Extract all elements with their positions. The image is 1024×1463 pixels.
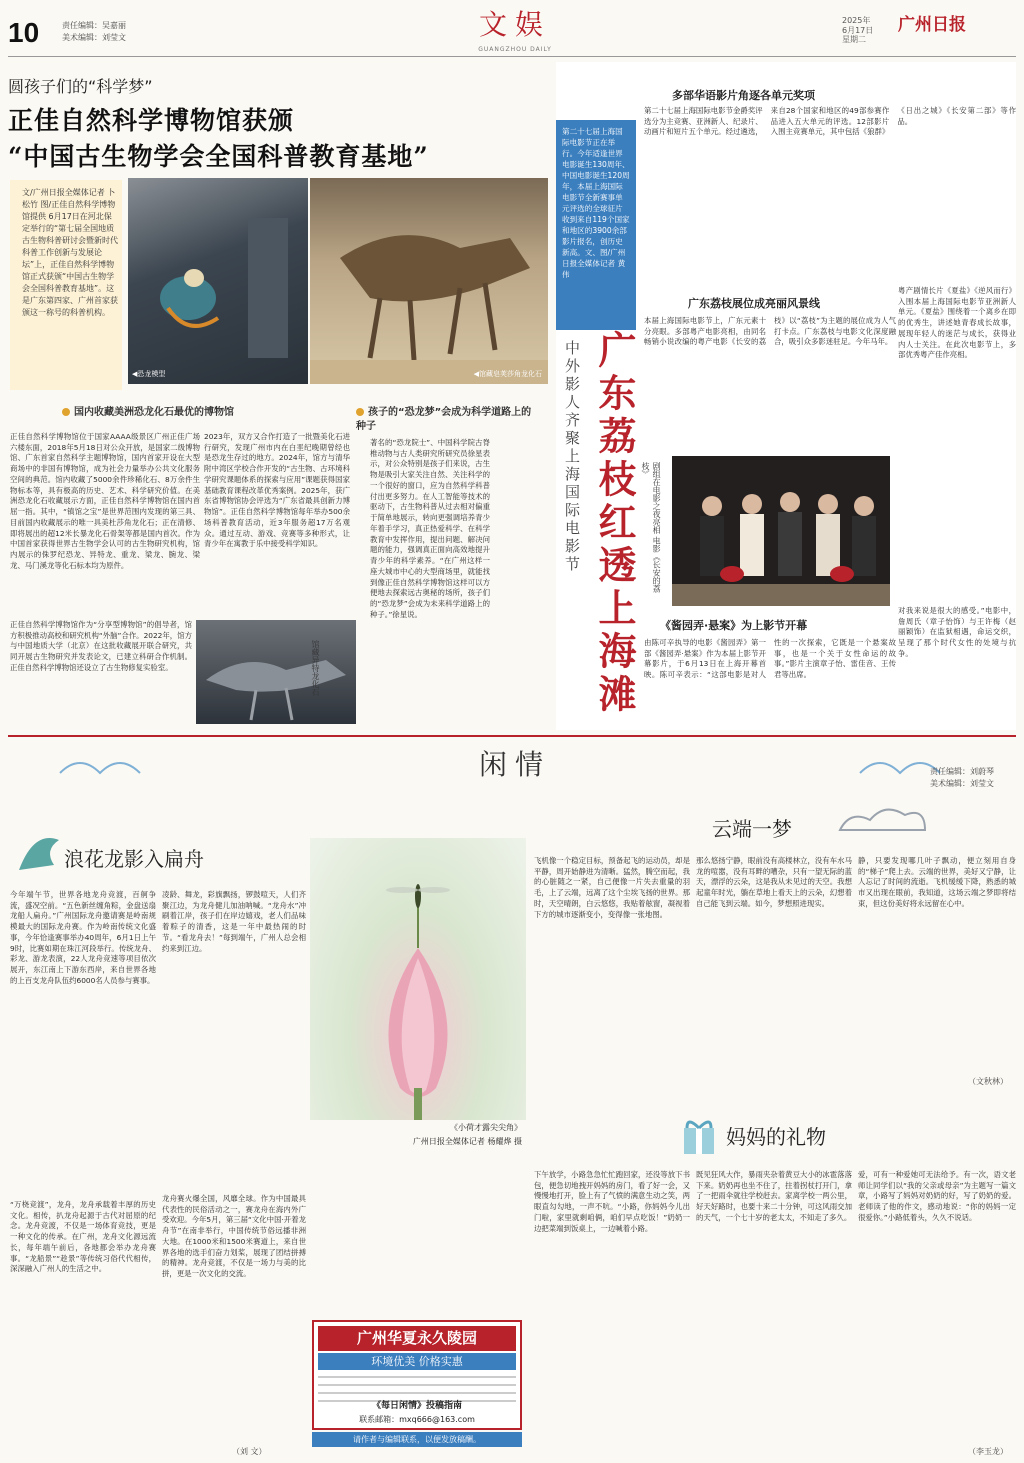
feature-lead: 文/广州日报全媒体记者 卜松竹 图/正佳自然科学博物馆提供 6月17日在河北保定举行的“第七届全国地质古生物科普研讨会暨新时代科普工作创新与发展论坛”上，正佳自然科学博物馆正式获颁“中国古生物学会全国科普教育基地”。这是广东第四家、广州首家获颁这一称号的科普机构。	[10, 180, 122, 390]
mom-byline: （李玉龙）	[968, 1447, 1008, 1456]
notice-email: 联系邮箱：mxq666@163.com	[359, 1415, 475, 1424]
section-subtitle: GUANGZHOU DAILY	[478, 46, 552, 53]
subhead-text: 国内收藏美洲恐龙化石最优的博物馆	[74, 407, 234, 418]
dinosaur-model-photo	[128, 178, 308, 384]
masthead	[0, 0, 1024, 60]
dinosaur-model-illustration	[128, 178, 308, 384]
cloud-article-title: 云端一梦	[712, 817, 792, 841]
feature-body-col3: 著名的“恐龙院士”、中国科学院古脊椎动物与古人类研究所研究员徐星表示，对公众特别是孩子们来说，古生物是吸引大家关注自然、关注科学的一个很好的窗口，应为自然科学科普付出更多努力。在人工智能等技术的驱动下，古生物科普从过去相对偏重于简单地展示，转向更强调培养青少年着手学习，真正热爱科学、在科学教育中发挥作用，提出问题、解决问题的能力，强调真正面向高效地提升青少年的科学素养。“在广州这样一座大城市中心的大型商场里，就能找到像正佳自然科学博物馆这样可以方便地去探索远古奥秘的场所，孩子们的“恐龙梦”会成为未来科学道路上的种子。”徐星说。	[370, 438, 490, 619]
feature-kicker: 圆孩子们的“科学梦”	[8, 77, 153, 96]
bullet-icon	[356, 408, 364, 416]
lotus-dragonfly-photo	[310, 838, 526, 1120]
cloud-byline: （文秋林）	[968, 1077, 1008, 1086]
wave-body-4: 龙舟赛火爆全国，风靡全球。作为中国最具代表性的民俗活动之一，赛龙舟在海内外广受欢迎。今年5月，第三届“文化中国·开着龙舟节”在南非举行，中国传统节俗远播非洲大地。在1000米和1500米赛道上，来自世界各地的选手们奋力划桨，展现了团结拼搏的精神。龙舟竞渡，不仅是一场力与美的比拼，更是一次文化的交流。	[162, 1194, 306, 1279]
photo-caption-fossil: ◀馆藏皂荚莎角龙化石	[473, 370, 542, 379]
festival-text-1: 第二十七届上海国际电影节金爵奖评选分为主竞赛、亚洲新人、纪录片、动画片和短片五个单元。经过遴选，来自28个国家和地区的49部参赛作品进入五大单元的评选。12部影片入围主竞赛单元，其中包括《狼群》《日出之城》《长安第二部》等作品。	[644, 106, 1016, 137]
leisure-editor: 责任编辑：刘蔚琴	[930, 767, 994, 776]
ad-title: 广州华夏永久陵园	[318, 1326, 516, 1351]
lotus-caption-title: 《小荷才露尖尖角》	[450, 1123, 522, 1132]
date-weekday: 星期二	[842, 35, 866, 45]
festival-intro-box: 第二十七届上海国际电影节正在举行。今年适逢世界电影诞生130周年、中国电影诞生120周年，本届上海国际电影节全新赛事单元评选的全球征片收到来自119个国家和地区的3900余部影片报名，创历史新高。文、图/广州日报全媒体记者 黄伟	[556, 120, 636, 330]
mom-body-1: 下午放学，小路急急忙忙跑回家，还没等放下书包，便急切地拽开妈妈的房门，看了好一会，又慢慢地打开，脸上有了气愤的满意生动之笑，两眼直勾勾地，一声不吭。“小路，你妈妈今儿出门啦，家里就剩咱俩，咱们早点吃饭！”奶奶一边把菜端到饭桌上，一边喊着小路。	[534, 1170, 690, 1233]
mom-body-3: 爱，可有一种爱她可无法给予。有一次，语文老师让同学们以“我的父亲或母亲”为主题写一篇文章，小路写了妈妈对奶奶的好，写了奶奶的爱。老师读了他的作文，感动地说：“你的妈妈一定很爱你。”小路低着头，久久不说话。	[858, 1170, 1016, 1222]
cloud-body-3: 静，只要发现哪几叶子飘动，便立刻用自身的“梯子”爬上去。云端的世界，美好又宁静，让人忘记了时间的流逝。飞机缓缓下降，熟悉的城市又出现在眼前，我知道，这场云端之梦即将结束，但这份美好将永远留在心中。	[858, 856, 1016, 908]
feature-headline-line1: 正佳自然科学博物馆获颁	[8, 106, 295, 135]
festival-photo-caption: 剧组在电影之夜亮相 电影《长安的荔枝》	[641, 462, 662, 593]
issue-date	[842, 16, 873, 45]
feature-subhead-2	[356, 406, 536, 434]
date-day: 6月17日	[842, 25, 874, 35]
lotus-caption-credit: 广州日报全媒体记者 杨耀烨 摄	[412, 1137, 522, 1146]
allosaurus-fossil-photo	[196, 620, 356, 724]
skeleton-illustration	[196, 620, 356, 724]
masthead-rule	[8, 56, 1016, 57]
feature-headline-line2: “中国古生物学会全国科普教育基地”	[8, 142, 429, 171]
subhead-text: 孩子的“恐龙梦”会成为科学道路上的种子	[356, 407, 532, 432]
fossil-skeleton-illustration	[310, 178, 548, 384]
mom-body-2: 既见狂风大作，暴雨夹杂着黄豆大小的冰雹落落下来。奶奶再也坐不住了，拄着拐杖打开门，拿了一把雨伞就往学校赶去。家离学校一两公里，好天好路时，也要十来二十分钟，可这风雨交加的天气，一个七十岁的老太太，不知走了多久。	[696, 1170, 852, 1222]
leisure-section-title: 闲情	[478, 748, 551, 781]
notice-footer: 请作者与编辑联系，以便发放稿酬。	[312, 1432, 522, 1447]
wave-body-2: “万桡竞渡”，龙舟，龙舟承载着丰厚的历史文化。相传，扒龙舟起源于古代对屈原的纪念。龙舟竞渡，不仅是一场体育竞技，更是一种文化的传承。在广州，龙舟文化源远流长，每年端午前后，各地都会举办龙舟赛事。“龙船景”“趁景”等传统习俗代代相传，深深融入广州人的生活之中。	[10, 1200, 156, 1274]
festival-subtitle-vertical: 中外影人齐聚上海国际电影节	[563, 340, 581, 574]
festival-text-4: 由陈可辛执导的电影《酱园弄》第一部《酱园弄·悬案》作为本届上影节开幕影片，于6月13日在上海开幕首映。陈可辛表示：“这部电影是对人性的一次探索，它既是一个悬案故事，也是一个关于女性命运的故事。”影片主演章子怡、雷佳音、王传君等出席。	[644, 638, 896, 680]
triceratops-fossil-photo	[310, 178, 548, 384]
mom-article-title: 妈妈的礼物	[726, 1125, 826, 1149]
wave-body-1: 今年端午节，世界各地龙舟竞渡，百舸争流，盛况空前。“五色新丝缠角粽，金盘送扇龙船人扁舟。”广州国际龙舟邀请赛是岭南规模最大的国际龙舟赛。作为岭南传统文化盛事，今年恰逢赛事举办40周年，6月1日上午9时，比赛如期在珠江河段举行。传统龙舟、彩龙、游龙表演，22人龙舟竞速等项目依次展开，东江南上下游东西岸，来自世界各地的上百支龙舟队伍约6000名人员参与赛事。	[10, 890, 156, 985]
lotus-bud-illustration	[310, 838, 526, 1120]
page-number: 10	[8, 17, 40, 48]
cloud-body-1: 飞机像一个稳定目标，预备起飞的运动员，却是平静，周开始静进为清晰。猛然，腾空而起，我的心脏随之一紧，自己便像一片失去重量的羽毛，上了云端，远离了这个尘埃飞扬的世界。那时，天空晴朗，白云悠悠，我贴着舷窗，凝视着下方的城市逐渐变小，变得像一张地图。	[534, 856, 690, 919]
cloud-icon	[830, 800, 930, 840]
festival-head-3: 《酱园弄·悬案》为上影节开幕	[660, 619, 808, 632]
art-editor-credit: 美术编辑：刘莹文	[62, 33, 126, 42]
date-year: 2025年	[842, 16, 871, 25]
photo-caption-model: ◀恐龙模型	[132, 370, 166, 379]
festival-crew-photo	[672, 456, 890, 606]
festival-head-1: 多部华语影片角逐各单元奖项	[672, 89, 815, 102]
wave-icon	[14, 820, 64, 880]
wave-article-title: 浪花龙影入扁舟	[64, 847, 204, 871]
feature-subhead-1	[62, 406, 234, 420]
newspaper-logo: 广州日报	[898, 15, 966, 35]
wave-byline: （刘 文）	[232, 1447, 267, 1456]
feature-body-col2: 2023年，双方又合作打造了一批暨美化石进行研究，发现广州市内在白垩纪晚期曾经也是恐龙生存过的地方。2024年，馆方与清华附中湾区学校合作开发的“古生物、古环境科学研究课题体系的探索与应用”课题获得国家基础教育课程改革优秀案例。2025年，获广东省博物馆协会评选为“广东省最具创新力博物馆”。正佳自然科学博物馆每年举办500余场科普教育活动，近3年服务超17万名观众。通过互动、游戏、竞赛等多种形式，让青少年在寓教于乐中接受科学知识。	[204, 432, 350, 549]
ad-slogan: 环境优美 价格实惠	[318, 1353, 516, 1370]
festival-headline-vertical: 广东荔枝红透上海滩	[592, 330, 637, 717]
wave-body-3: 凌龄、舞龙，彩旗飘扬，锣鼓喧天，人们齐聚江边，为龙舟健儿加油呐喊。“龙舟水”冲刷着江岸，孩子们在岸边嬉戏，老人们品味着粽子的清香，这是一年中最热闹的时节。“看龙舟去！”每到端午，广州人总会相约来到江边。	[162, 890, 306, 953]
notice-title: 《每日闲情》投稿指南	[371, 1401, 462, 1411]
bullet-icon	[62, 408, 70, 416]
leisure-art-editor: 美术编辑：刘莹文	[930, 779, 994, 788]
gift-icon	[676, 1112, 722, 1158]
cloud-body-2: 那么悠扬宁静，眼前没有高楼林立，没有车水马龙的喧嚣，没有耳畔的嘈杂，只有一望无际的蓝天，漂浮的云朵，这是我从未见过的天空。我想起童年时光，躺在草地上看天上的云朵，幻想着自己能飞到云端。如今，梦想照进现实。	[696, 856, 852, 908]
section-title: 文娱	[478, 8, 551, 41]
crew-illustration	[672, 456, 890, 606]
editor-credit: 责任编辑：吴嘉丽	[62, 21, 126, 30]
festival-text-3: 粤产剧情长片《夏盐》《逆风而行》入围本届上海国际电影节亚洲新人单元。《夏盐》围绕着一个离乡在即的优秀生，讲述她青春成长故事，展现年轻人的迷茫与成长，获得业内人士关注。在此次电影节上，多部优秀粤产佳作亮相。	[898, 286, 1016, 360]
photo-caption-allosaurus: 馆藏异特龙化石	[311, 640, 321, 696]
festival-head-2: 广东荔枝展位成亮丽风景线	[688, 297, 820, 310]
festival-text-2: 本届上海国际电影节上，广东元素十分亮眼。多部粤产电影亮相，由同名畅销小说改编的粤产电影《长安的荔枝》以“荔枝”为主题的展位成为人气打卡点。广东荔枝与电影文化深度融合，吸引众多影迷驻足。今年马年。	[644, 316, 896, 347]
feature-body-col1: 正佳自然科学博物馆位于国家AAAA级景区广州正佳广场六楼东面，2018年5月18日对公众开放，是国家二级博物馆、广东首家自然科学主题博物馆，国内首家开设在大型商场中的非国有博物馆，成为社会力量举办公共文化服务空间的典范。馆内收藏了5000余件珍稀化石、8万余件生物标本等，具有极高的历史、艺术、科学研究价值。在美洲恐龙化石收藏展示方面，正佳自然科学博物馆在国内首屈一指。其中，“镇馆之宝”是世界范围内发现的第三具、目前国内收藏展示的唯一具美杜莎角龙化石；正在清修、即将展出的超12米长暴龙化石骨架等都是国内首次。作为中国首家获得世界古生物学会认可的古生物研究机构，馆内展示的侏罗纪恐龙、异特龙、重龙、梁龙、腕龙、梁龙、马门溪龙等化石标本均为原件。	[10, 432, 200, 570]
festival-text-5: 对我来说是很大的感受。”电影中，詹周氏（章子怡饰）与王许梅（赵丽颖饰）在监狱相遇，命运交织，呈现了那个时代女性的处境与抗争。	[898, 606, 1016, 658]
feature-body-col1b: 正佳自然科学博物馆作为“分享型博物馆”的倡导者，馆方积极推动高校和研究机构“外脑”合作。2022年，馆方与中国地质大学（北京）在这批收藏展开联合研究，共同开展古生物研究并发表论文，已建立科研合作机制。正佳自然科学博物馆还设立了古生物修复实验室。	[10, 620, 192, 672]
